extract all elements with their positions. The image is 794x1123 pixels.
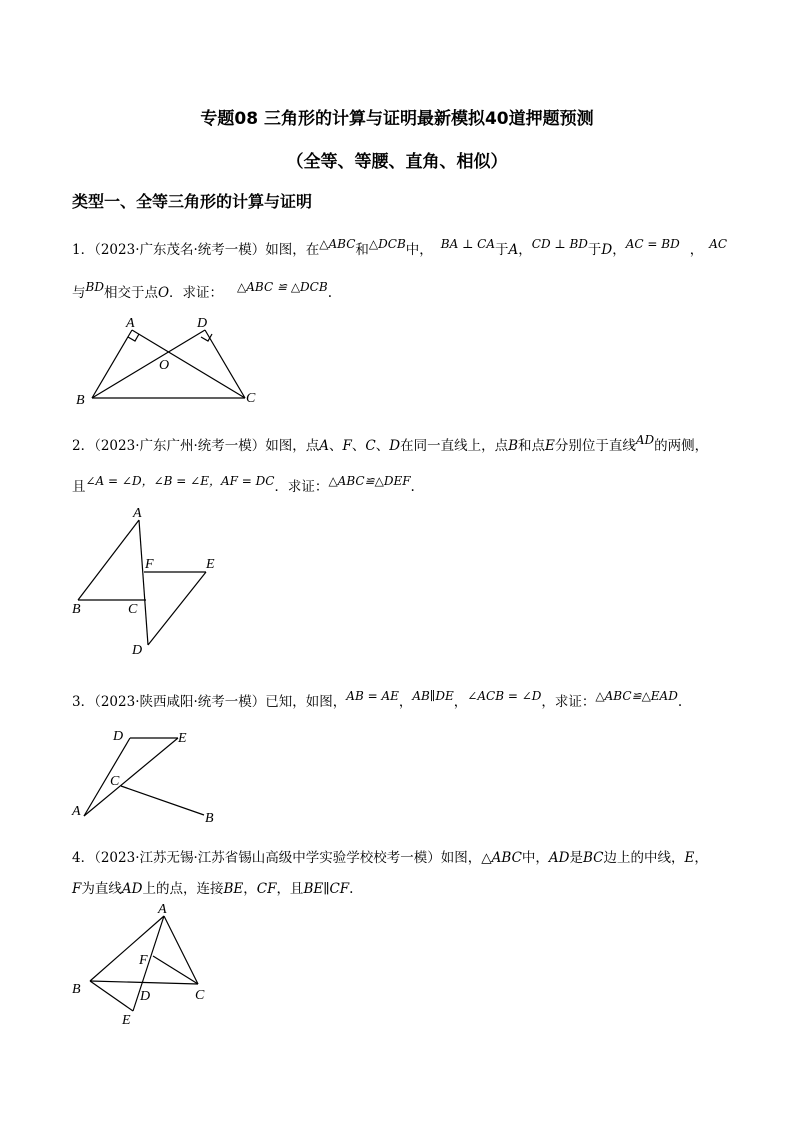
label-E: E bbox=[206, 557, 215, 572]
math-expr: △DCB bbox=[368, 237, 406, 251]
text: ， bbox=[694, 850, 708, 866]
section-heading: 类型一、全等三角形的计算与证明 bbox=[72, 192, 313, 211]
text: 中， bbox=[405, 242, 433, 258]
math-var: D bbox=[389, 438, 401, 454]
problem-4-source: 4．（2023·江苏无锡·江苏省锡山高级中学实验学校校考一模）如图， bbox=[72, 850, 482, 866]
problem-2-line-2 bbox=[72, 475, 415, 495]
label-F: F bbox=[139, 953, 148, 968]
math-var: O bbox=[157, 285, 170, 301]
math-var: BE bbox=[223, 881, 244, 897]
label-A: A bbox=[72, 804, 81, 819]
text: 于 bbox=[495, 242, 509, 258]
text: 和 bbox=[355, 242, 369, 258]
math-expr: AB = AE bbox=[346, 689, 399, 703]
label-A: A bbox=[158, 902, 167, 917]
figure-3 bbox=[68, 722, 228, 830]
label-C: C bbox=[128, 602, 138, 617]
math-expr: ∠ACB = ∠D bbox=[467, 689, 542, 703]
label-B: B bbox=[72, 982, 81, 997]
math-var: BC bbox=[583, 850, 604, 866]
math-var: E bbox=[545, 438, 555, 454]
label-D: D bbox=[140, 989, 151, 1004]
text: 的两侧， bbox=[654, 438, 709, 454]
label-E: E bbox=[122, 1013, 131, 1028]
text: 于 bbox=[587, 242, 602, 258]
math-var: A bbox=[508, 242, 519, 258]
text: 且 bbox=[72, 479, 86, 495]
label-C: C bbox=[246, 391, 256, 406]
text: 和点 bbox=[518, 438, 545, 454]
label-A: A bbox=[126, 316, 135, 331]
label-D: D bbox=[113, 729, 124, 744]
text: 为直线 bbox=[81, 881, 122, 897]
text: 、 bbox=[375, 438, 390, 454]
math-expr: AB∥DE bbox=[412, 689, 454, 703]
math-expr: BE∥CF bbox=[303, 881, 350, 897]
text: ， bbox=[518, 242, 532, 258]
label-D: D bbox=[197, 316, 208, 331]
label-O: O bbox=[159, 358, 170, 373]
text: ， bbox=[689, 242, 704, 258]
figure-2 bbox=[66, 500, 226, 660]
math-var: CF bbox=[256, 881, 277, 897]
math-expr: △ABC ≌ △DCB bbox=[237, 280, 328, 294]
problem-4-line-2 bbox=[72, 877, 353, 897]
math-expr: AD bbox=[635, 433, 655, 447]
problem-3-source: 3．（2023·陕西咸阳·统考一模）已知，如图， bbox=[72, 694, 347, 710]
text: 上的点，连接 bbox=[142, 881, 224, 897]
text: 与 bbox=[72, 285, 86, 301]
math-var: F bbox=[342, 438, 352, 454]
math-expr: △ABC bbox=[319, 237, 356, 251]
text: . bbox=[677, 694, 683, 710]
math-var: D bbox=[601, 242, 613, 258]
problem-2-line-1 bbox=[72, 434, 708, 454]
math-var: B bbox=[508, 438, 518, 454]
text: ， bbox=[398, 694, 413, 710]
text: 相交于点 bbox=[103, 285, 158, 301]
problem-2-source: 2．（2023·广东广州·统考一模）如图，点 bbox=[72, 438, 320, 454]
math-var: AD bbox=[121, 881, 143, 897]
math-expr: BA ⊥ CA bbox=[440, 237, 496, 251]
text: ．求证： bbox=[274, 479, 329, 495]
math-expr: △ABC≌△DEF bbox=[328, 474, 411, 488]
math-var: E bbox=[684, 850, 695, 866]
label-B: B bbox=[72, 602, 81, 617]
problem-3-line-1 bbox=[72, 690, 682, 710]
text: . bbox=[327, 285, 332, 301]
text: . bbox=[410, 479, 415, 495]
text: 、 bbox=[351, 438, 366, 454]
text: ．求证： bbox=[169, 285, 224, 301]
label-A: A bbox=[133, 506, 142, 521]
text: ， bbox=[612, 242, 626, 258]
label-D: D bbox=[132, 643, 143, 658]
text: 边上的中线， bbox=[603, 850, 685, 866]
text: 、 bbox=[329, 438, 343, 454]
text: ，求证： bbox=[541, 694, 596, 710]
text: ， bbox=[453, 694, 468, 710]
math-var: C bbox=[365, 438, 376, 454]
label-B: B bbox=[205, 811, 214, 826]
math-expr: △ABC bbox=[481, 850, 522, 866]
text: 是 bbox=[569, 850, 583, 866]
problem-1-line-2 bbox=[72, 281, 332, 301]
problem-1-source: 1．（2023·广东茂名·统考一模）如图，在 bbox=[72, 242, 320, 258]
math-expr: BD bbox=[85, 280, 104, 294]
math-var: F bbox=[72, 881, 82, 897]
label-E: E bbox=[178, 731, 187, 746]
label-F: F bbox=[145, 557, 154, 572]
text: 分别位于直线 bbox=[554, 438, 636, 454]
label-C: C bbox=[110, 774, 120, 789]
page-subtitle: （全等、等腰、直角、相似） bbox=[286, 152, 508, 172]
math-expr: ∠A = ∠D，∠B = ∠E，AF = DC bbox=[85, 474, 275, 488]
math-expr: CD ⊥ BD bbox=[531, 237, 588, 251]
problem-1-line-1 bbox=[72, 238, 727, 258]
math-var: A bbox=[319, 438, 330, 454]
math-expr: △ABC≌△EAD bbox=[595, 689, 678, 703]
figure-1 bbox=[70, 310, 270, 410]
label-B: B bbox=[76, 393, 85, 408]
problem-4-line-1 bbox=[72, 846, 708, 866]
text: 中， bbox=[521, 850, 549, 866]
figure-4 bbox=[66, 896, 226, 1032]
page-title: 专题08 三角形的计算与证明最新模拟40道押题预测 bbox=[200, 109, 594, 129]
text: ，且 bbox=[276, 881, 304, 897]
math-expr: AC = BD bbox=[625, 237, 680, 251]
text: . bbox=[349, 881, 354, 897]
math-expr: AC bbox=[709, 237, 728, 251]
text: ， bbox=[243, 881, 257, 897]
text: 在同一直线上，点 bbox=[400, 438, 509, 454]
math-var: AD bbox=[548, 850, 570, 866]
label-C: C bbox=[195, 988, 205, 1003]
